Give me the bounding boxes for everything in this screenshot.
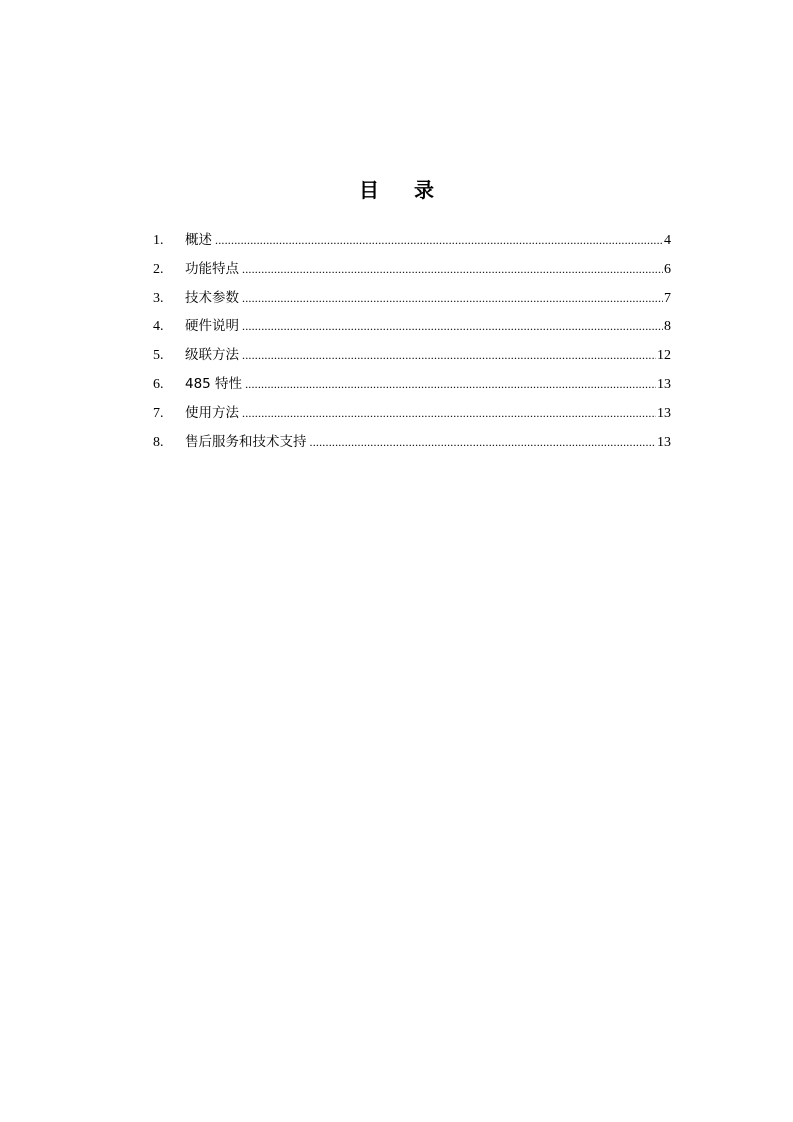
toc-dot-leader [242,399,656,428]
toc-entry[interactable] [153,226,671,255]
toc-entry-page: 12 [657,348,671,364]
toc-entry-label: 技术参数 [185,289,239,306]
toc-entry[interactable] [153,255,671,284]
toc-entry-label: 使用方法 [185,404,239,421]
toc-entry-number: 8. [153,434,164,450]
toc-dot-leader [242,312,663,341]
toc-entry-number: 6. [153,376,164,392]
toc-dot-leader [242,284,663,313]
toc-entry[interactable] [153,370,671,399]
toc-entry[interactable] [153,341,671,370]
toc-entry[interactable] [153,312,671,341]
toc-entry-page: 13 [657,405,671,421]
toc-dot-leader [245,370,656,399]
toc-dot-leader [242,341,656,370]
toc-entry-page: 6 [664,261,671,277]
toc-entry-label: 功能特点 [185,260,239,277]
toc-dot-leader [242,255,663,284]
toc-entry-page: 8 [664,319,671,335]
toc-entry-page: 4 [664,233,671,248]
toc-entry-page: 7 [664,290,671,306]
toc-entry-number: 4. [153,319,164,335]
toc-entry[interactable] [153,284,671,313]
toc-entry-number: 2. [153,261,164,277]
toc-entry[interactable] [153,399,671,428]
toc-entry-number: 3. [153,290,164,306]
toc-dot-leader [310,428,657,457]
toc-entry-number: 5. [153,348,164,364]
toc-title: 目 录 [359,178,448,202]
toc-entry[interactable] [153,428,671,457]
toc-entry-number: 1. [153,233,164,248]
toc-entry-label: 485 特性 [185,375,243,392]
toc-entry-label: 概述 [185,232,212,248]
toc-entry-label: 级联方法 [185,347,239,364]
toc-dot-leader [215,226,663,255]
toc-entry-label: 售后服务和技术支持 [185,433,307,450]
toc-entry-number: 7. [153,405,164,421]
toc-entry-page: 13 [657,434,671,450]
toc-list [153,226,671,456]
toc-entry-page: 13 [657,376,671,392]
toc-entry-label: 硬件说明 [185,318,239,335]
